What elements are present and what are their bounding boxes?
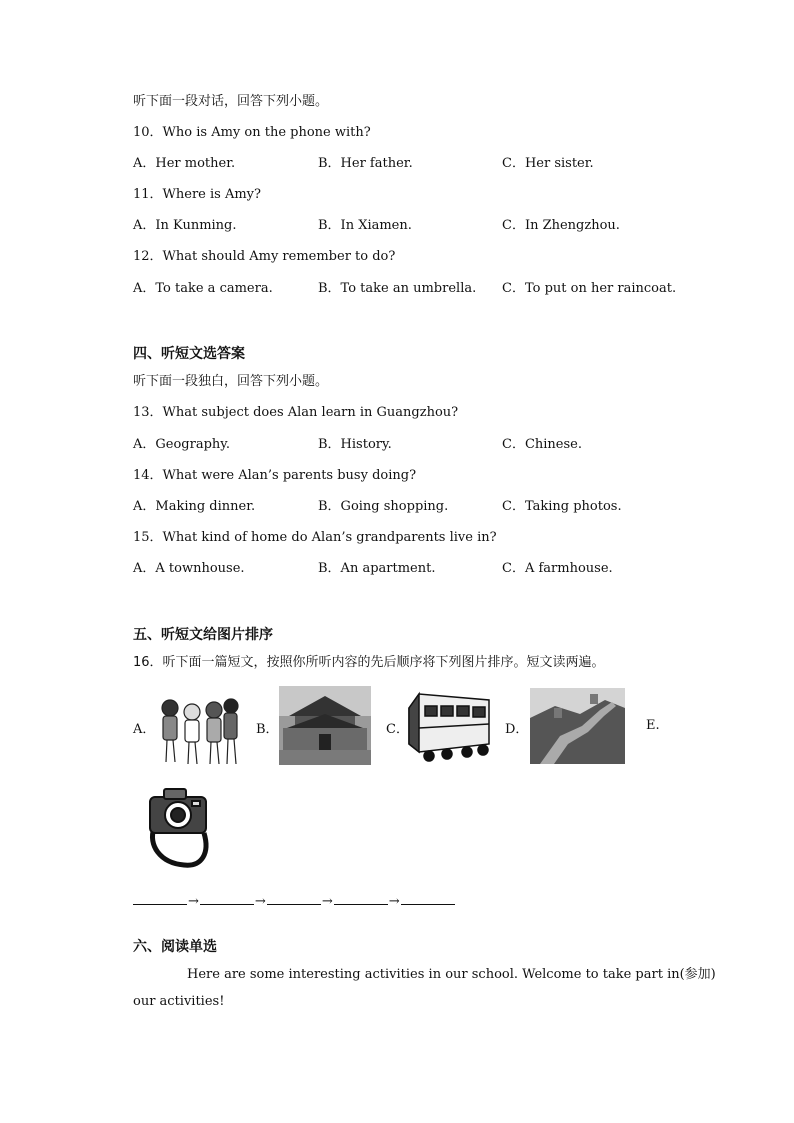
q13-option-a: A．Geography. [133, 437, 231, 452]
q15-option-b: B．An apartment. [318, 561, 436, 576]
arrow-4: → [388, 894, 400, 909]
question-15: 15．What kind of home do Alan’s grandparents live in? [133, 530, 497, 545]
train-illustration [407, 686, 491, 766]
picture-label-a: A． [133, 722, 156, 737]
q13-option-c: C．Chinese. [502, 437, 582, 452]
question-12: 12．What should Amy remember to do? [133, 249, 396, 264]
answer-blank-2[interactable] [200, 892, 254, 905]
answer-sequence [133, 892, 455, 909]
great-wall-photo [530, 688, 625, 764]
question-14: 14．What were Alan’s parents busy doing? [133, 468, 417, 483]
arrow-3: → [321, 894, 333, 909]
q11-option-c: C．In Zhengzhou. [502, 218, 620, 233]
section6-heading: 六、阅读单选 [133, 939, 217, 955]
section5-heading: 五、听短文给图片排序 [133, 627, 273, 643]
question-10: 10．Who is Amy on the phone with? [133, 125, 371, 140]
arrow-2: → [254, 894, 266, 909]
answer-blank-5[interactable] [401, 892, 455, 905]
question-16: 16．听下面一篇短文，按照你所听内容的先后顺序将下列图片排序。短文读两遍。 [133, 655, 605, 670]
q15-option-c: C．A farmhouse. [502, 561, 613, 576]
picture-label-c: C． [386, 722, 409, 737]
q13-option-b: B．History. [318, 437, 392, 452]
q10-option-a: A．Her mother. [133, 156, 236, 171]
q14-option-b: B．Going shopping. [318, 499, 449, 514]
q11-option-a: A．In Kunming. [133, 218, 237, 233]
q12-option-b: B．To take an umbrella. [318, 281, 477, 296]
tiananmen-photo [279, 686, 371, 765]
answer-blank-1[interactable] [133, 892, 187, 905]
q14-option-c: C．Taking photos. [502, 499, 622, 514]
q12-option-a: A．To take a camera. [133, 281, 273, 296]
section3-intro: 听下面一段对话，回答下列小题。 [133, 94, 329, 109]
question-11: 11．Where is Amy? [133, 187, 262, 202]
arrow-1: → [188, 894, 199, 909]
picture-label-d: D． [505, 722, 529, 737]
answer-blank-4[interactable] [334, 892, 388, 905]
picture-label-e: E. [646, 718, 660, 733]
section4-heading: 四、听短文选答案 [133, 346, 245, 362]
answer-blank-3[interactable] [267, 892, 321, 905]
students-illustration [158, 690, 240, 768]
camera-illustration [144, 783, 214, 873]
picture-label-b: B． [256, 722, 279, 737]
q10-option-c: C．Her sister. [502, 156, 594, 171]
reading-paragraph-line-1: Here are some interesting activities in our school. Welcome to take part in(参加) [187, 967, 716, 982]
question-13: 13．What subject does Alan learn in Guangzhou? [133, 405, 459, 420]
reading-paragraph-line-2: our activities! [133, 994, 225, 1009]
q15-option-a: A．A townhouse. [133, 561, 245, 576]
q12-option-c: C．To put on her raincoat. [502, 281, 677, 296]
q11-option-b: B．In Xiamen. [318, 218, 412, 233]
section4-intro: 听下面一段独白，回答下列小题。 [133, 374, 329, 389]
q14-option-a: A．Making dinner. [133, 499, 256, 514]
q10-option-b: B．Her father. [318, 156, 413, 171]
